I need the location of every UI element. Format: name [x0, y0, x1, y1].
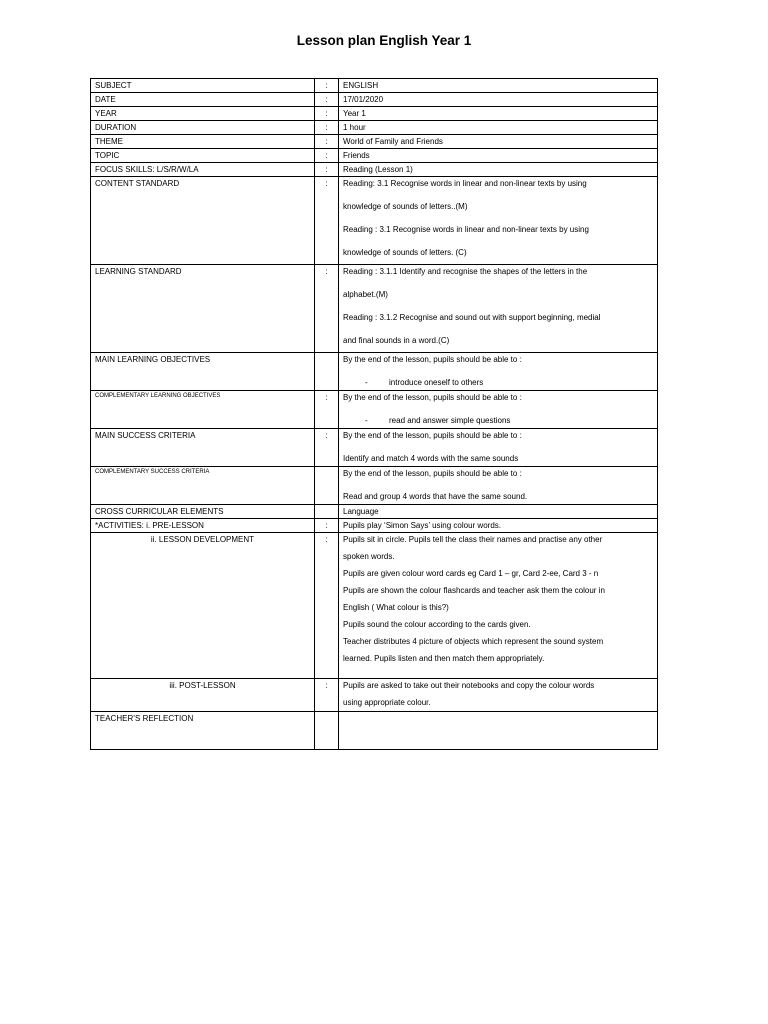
- learning-line: Reading : 3.1.2 Recognise and sound out with support beginning, medial: [343, 313, 601, 322]
- row-pre-lesson: [91, 519, 658, 533]
- label-cross-curricular: CROSS CURRICULAR ELEMENTS: [91, 505, 315, 519]
- value-subject: ENGLISH: [339, 79, 658, 93]
- criteria-intro: By the end of the lesson, pupils should be able to :: [343, 469, 522, 478]
- label-main-success-criteria: MAIN SUCCESS CRITERIA: [91, 429, 315, 467]
- label-pre-lesson: *ACTIVITIES: i. PRE-LESSON: [91, 519, 315, 533]
- separator: [315, 712, 339, 750]
- learning-line: and final sounds in a word.(C): [343, 336, 450, 345]
- criteria-text: Identify and match 4 words with the same sounds: [343, 454, 519, 463]
- learning-line: alphabet.(M): [343, 290, 388, 299]
- separator: :: [315, 163, 339, 177]
- value-duration: 1 hour: [339, 121, 658, 135]
- activity-line: Pupils are asked to take out their notebooks and copy the colour words: [343, 681, 595, 690]
- row-date: [91, 93, 658, 107]
- separator: :: [315, 679, 339, 712]
- label-focus-skills: FOCUS SKILLS: L/S/R/W/LA: [91, 163, 315, 177]
- value-main-objectives: [339, 353, 658, 391]
- separator: [315, 353, 339, 391]
- label-subject: SUBJECT: [91, 79, 315, 93]
- learning-line: Reading : 3.1.1 Identify and recognise the shapes of the letters in the: [343, 267, 588, 276]
- content-line: knowledge of sounds of letters..(M): [343, 202, 468, 211]
- lesson-plan-table: [90, 78, 658, 750]
- document-title: Lesson plan English Year 1: [296, 33, 472, 48]
- activity-line: Pupils are given colour word cards eg Card 1 – gr, Card 2-ee, Card 3 - n: [343, 569, 599, 578]
- value-teacher-reflection: [339, 712, 658, 750]
- row-main-success-criteria: [91, 429, 658, 467]
- activity-line: using appropriate colour.: [343, 698, 431, 707]
- value-learning-standard: [339, 265, 658, 353]
- separator: [315, 467, 339, 505]
- separator: :: [315, 135, 339, 149]
- activity-line: learned. Pupils listen and then match them appropriately.: [343, 654, 545, 663]
- objective-item: [343, 377, 653, 388]
- activity-line: Pupils are shown the colour flashcards and teacher ask them the colour in: [343, 586, 605, 595]
- label-teacher-reflection: TEACHER’S REFLECTION: [91, 712, 315, 750]
- activity-line: Pupils sound the colour according to the cards given.: [343, 620, 531, 629]
- objective-text: read and answer simple questions: [389, 416, 511, 425]
- content-line: Reading: 3.1 Recognise words in linear and non-linear texts by using: [343, 179, 587, 188]
- row-cross-curricular: [91, 505, 658, 519]
- value-main-success-criteria: [339, 429, 658, 467]
- objective-text: introduce oneself to others: [389, 378, 484, 387]
- content-line: Reading : 3.1 Recognise words in linear and non-linear texts by using: [343, 225, 589, 234]
- separator: :: [315, 93, 339, 107]
- label-year: YEAR: [91, 107, 315, 121]
- objective-intro: By the end of the lesson, pupils should be able to :: [343, 393, 522, 402]
- label-complementary-objectives: COMPLEMENTARY LEARNING OBJECTIVES: [91, 391, 315, 429]
- row-theme: [91, 135, 658, 149]
- objective-intro: By the end of the lesson, pupils should be able to :: [343, 355, 522, 364]
- activity-line: English ( What colour is this?): [343, 603, 449, 612]
- row-year: [91, 107, 658, 121]
- row-duration: [91, 121, 658, 135]
- label-post-lesson: iii. POST-LESSON: [91, 679, 315, 712]
- value-content-standard: [339, 177, 658, 265]
- value-complementary-success-criteria: [339, 467, 658, 505]
- row-teacher-reflection: [91, 712, 658, 750]
- row-focus-skills: [91, 163, 658, 177]
- row-main-objectives: [91, 353, 658, 391]
- label-date: DATE: [91, 93, 315, 107]
- separator: :: [315, 107, 339, 121]
- activity-line: Pupils sit in circle. Pupils tell the class their names and practise any other: [343, 535, 603, 544]
- separator: :: [315, 391, 339, 429]
- value-complementary-objectives: [339, 391, 658, 429]
- value-focus-skills: Reading (Lesson 1): [339, 163, 658, 177]
- separator: [315, 505, 339, 519]
- value-topic: Friends: [339, 149, 658, 163]
- label-topic: TOPIC: [91, 149, 315, 163]
- separator: :: [315, 177, 339, 265]
- bullet-dash: -: [365, 378, 368, 387]
- row-complementary-objectives: [91, 391, 658, 429]
- value-year: Year 1: [339, 107, 658, 121]
- value-theme: World of Family and Friends: [339, 135, 658, 149]
- separator: :: [315, 149, 339, 163]
- label-main-objectives: MAIN LEARNING OBJECTIVES: [91, 353, 315, 391]
- row-topic: [91, 149, 658, 163]
- value-pre-lesson: Pupils play ‘Simon Says’ using colour words.: [339, 519, 658, 533]
- separator: :: [315, 79, 339, 93]
- separator: :: [315, 429, 339, 467]
- criteria-text: Read and group 4 words that have the same sound.: [343, 492, 528, 501]
- bullet-dash: -: [365, 416, 368, 425]
- label-complementary-success-criteria: COMPLEMENTARY SUCCESS CRITERIA: [91, 467, 315, 505]
- row-subject: [91, 79, 658, 93]
- row-lesson-development: [91, 533, 658, 679]
- activity-line: spoken words.: [343, 552, 395, 561]
- value-date: 17/01/2020: [339, 93, 658, 107]
- objective-item: [343, 415, 653, 426]
- label-theme: THEME: [91, 135, 315, 149]
- separator: :: [315, 533, 339, 679]
- row-content-standard: [91, 177, 658, 265]
- label-lesson-development: ii. LESSON DEVELOPMENT: [91, 533, 315, 679]
- separator: :: [315, 121, 339, 135]
- activity-line: Teacher distributes 4 picture of objects which represent the sound system: [343, 637, 604, 646]
- row-post-lesson: [91, 679, 658, 712]
- label-learning-standard: LEARNING STANDARD: [91, 265, 315, 353]
- separator: :: [315, 265, 339, 353]
- criteria-intro: By the end of the lesson, pupils should be able to :: [343, 431, 522, 440]
- label-content-standard: CONTENT STANDARD: [91, 177, 315, 265]
- value-cross-curricular: Language: [339, 505, 658, 519]
- value-lesson-development: [339, 533, 658, 679]
- value-post-lesson: [339, 679, 658, 712]
- separator: :: [315, 519, 339, 533]
- label-duration: DURATION: [91, 121, 315, 135]
- row-complementary-success-criteria: [91, 467, 658, 505]
- content-line: knowledge of sounds of letters. (C): [343, 248, 467, 257]
- row-learning-standard: [91, 265, 658, 353]
